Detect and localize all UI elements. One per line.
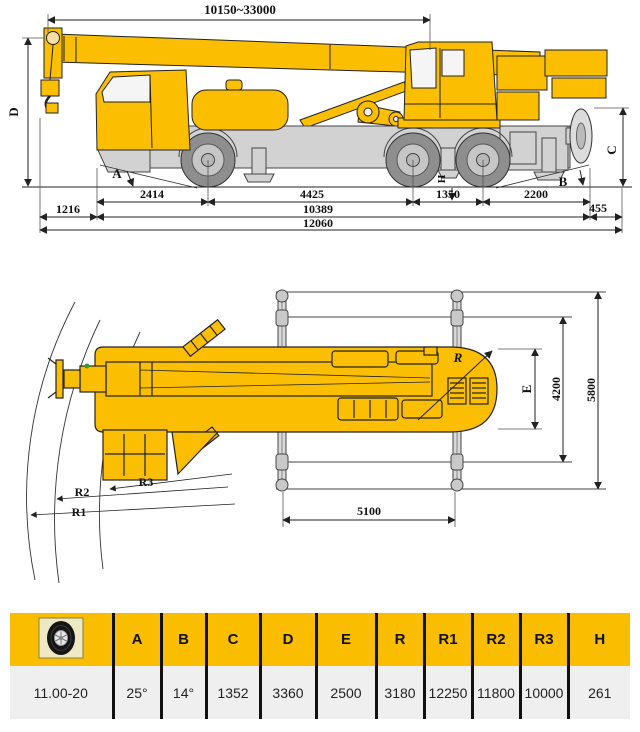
dim-2414: 2414 [140,187,164,201]
wedge-panel [172,432,218,474]
label-c: C [604,145,619,155]
label-a: A [112,166,122,181]
col-header-h: H [568,613,630,666]
crane-side-view [41,28,607,188]
label-r1: R1 [71,505,87,519]
col-header-e: E [316,613,376,666]
side-view-diagram [0,0,640,250]
col-header-c: C [206,613,260,666]
value-d: 3360 [260,666,316,719]
dim-12060: 12060 [303,216,333,230]
label-r: R [453,350,463,365]
value-b: 14° [161,666,206,719]
r1-leader [31,504,235,515]
value-r: 3180 [376,666,424,719]
value-r3: 10000 [520,666,568,719]
col-header-r1: R1 [424,613,472,666]
label-h: H [436,174,448,184]
col-header-a: A [113,613,161,666]
carrier-cab [96,70,190,150]
crane-top-view [48,320,497,480]
dim-10389: 10389 [303,202,333,216]
value-r2: 11800 [472,666,520,719]
dim-5800: 5800 [584,378,598,402]
tire-size-cell: 11.00-20 [10,666,113,719]
value-r1: 12250 [424,666,472,719]
dim-1216: 1216 [56,202,80,216]
label-r3: R3 [138,475,154,489]
dim-2200: 2200 [524,187,548,201]
col-header-b: B [161,613,206,666]
dim-455: 455 [589,201,607,215]
value-h: 261 [568,666,630,719]
engine-housing [192,90,288,130]
operator-cab [404,42,497,120]
boom-head [41,28,62,113]
dim-1350: 1350 [436,187,460,201]
arc-r1 [27,302,75,580]
table-data-row [10,666,630,719]
tire-header-cell [10,613,113,666]
spec-table [10,613,630,719]
value-a: 25° [113,666,161,719]
col-header-r: R [376,613,424,666]
dim-4425: 4425 [300,187,324,201]
dim-boom-span: 10150~33000 [204,2,276,17]
tire-icon [38,617,84,659]
label-b: B [558,174,568,189]
dim-4200: 4200 [549,377,563,401]
label-d: D [6,107,21,117]
col-header-r2: R2 [472,613,520,666]
value-e: 2500 [316,666,376,719]
cab-top [103,430,167,480]
stowed-jib [497,50,607,120]
label-r2: R2 [74,485,90,499]
top-view-diagram [0,252,640,610]
col-header-d: D [260,613,316,666]
col-header-r3: R3 [520,613,568,666]
dim-5100: 5100 [357,504,381,518]
table-header-row [10,613,630,666]
label-e: E [519,384,534,394]
deck-pulley-block [357,101,403,126]
value-c: 1352 [206,666,260,719]
